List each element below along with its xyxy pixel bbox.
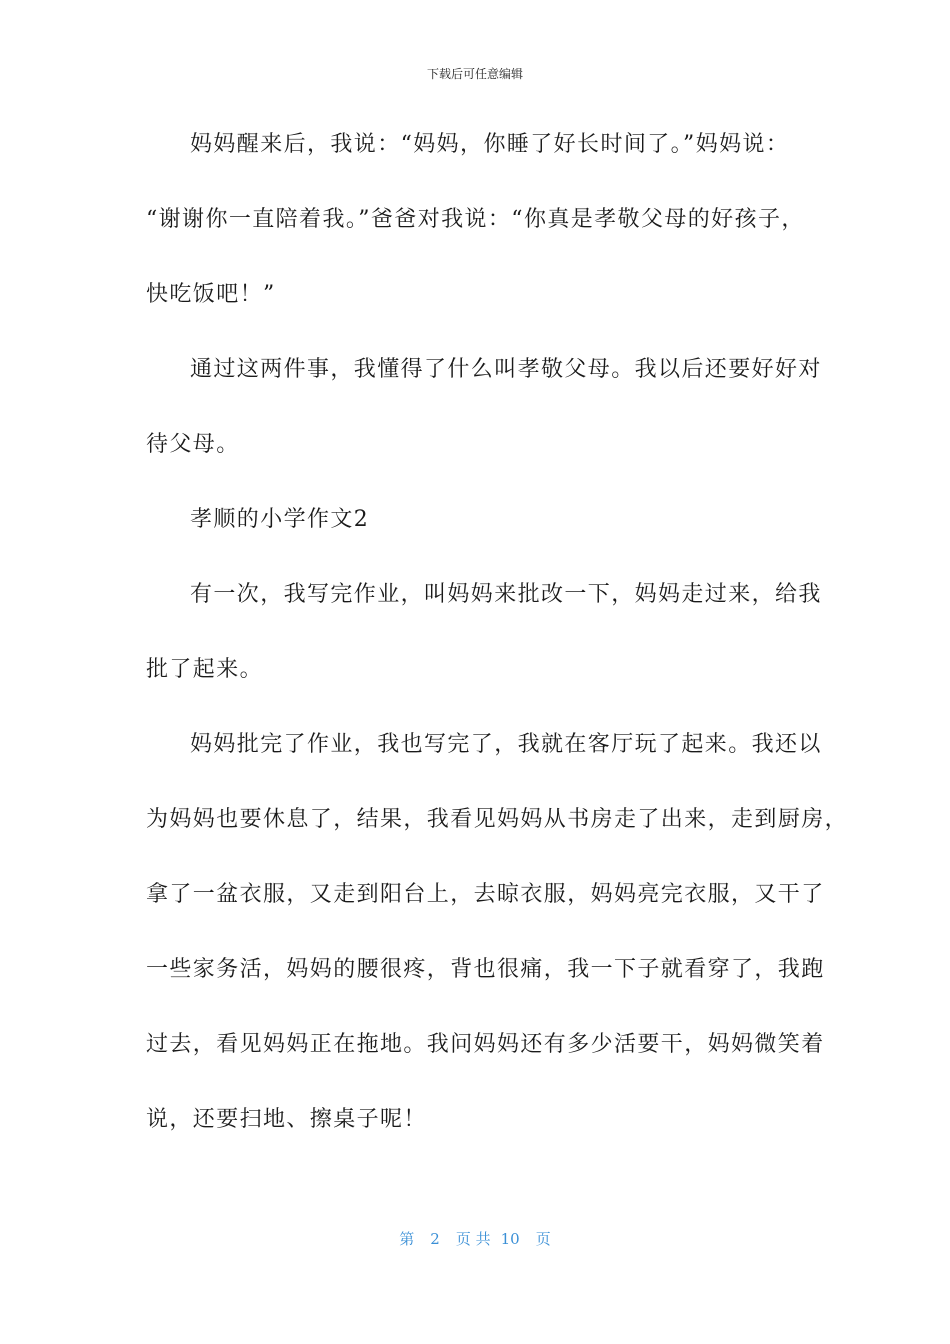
text-line: 说，还要扫地、擦桌子呢！ <box>146 1107 427 1132</box>
page-label-suffix: 页 <box>535 1230 551 1248</box>
text-line: 一些家务活，妈妈的腰很疼，背也很痛，我一下子就看穿了，我跑 <box>146 957 825 982</box>
text-line: 有一次，我写完作业，叫妈妈来批改一下，妈妈走过来，给我 <box>190 582 822 607</box>
text-line: 快吃饭吧！” <box>146 282 276 307</box>
text-line: 批了起来。 <box>146 657 264 682</box>
page-label-prefix: 第 <box>399 1230 415 1248</box>
essay-subtitle: 孝顺的小学作文2 <box>190 507 370 532</box>
page-label-middle: 页 共 <box>455 1230 491 1248</box>
text-line: 为妈妈也要休息了，结果，我看见妈妈从书房走了出来，走到厨房， <box>146 807 849 832</box>
current-page-number: 2 <box>430 1230 440 1248</box>
text-line: 通过这两件事，我懂得了什么叫孝敬父母。我以后还要好好对 <box>190 357 822 382</box>
text-line: 拿了一盆衣服，又走到阳台上，去晾衣服，妈妈亮完衣服，又干了 <box>146 882 825 907</box>
total-pages-number: 10 <box>500 1230 520 1248</box>
text-line: “谢谢你一直陪着我。”爸爸对我说：“你真是孝敬父母的好孩子， <box>146 207 805 232</box>
text-line: 妈妈批完了作业，我也写完了，我就在客厅玩了起来。我还以 <box>190 732 822 757</box>
text-line: 妈妈醒来后，我说：“妈妈，你睡了好长时间了。”妈妈说： <box>190 132 790 157</box>
text-line: 过去，看见妈妈正在拖地。我问妈妈还有多少活要干，妈妈微笑着 <box>146 1032 825 1057</box>
page-header: 下载后可任意编辑 <box>426 67 523 81</box>
page-footer <box>0 1229 950 1249</box>
text-line: 待父母。 <box>146 432 240 457</box>
